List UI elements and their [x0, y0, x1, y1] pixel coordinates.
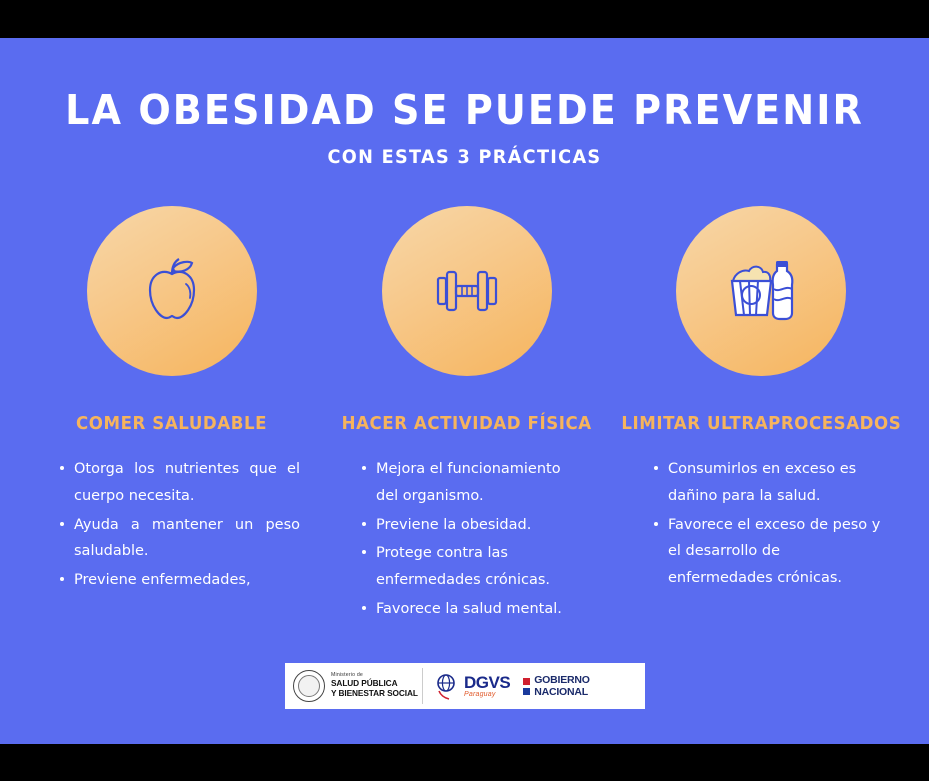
footer-logo-bar — [285, 663, 645, 709]
list-item: Previene la obesidad. — [362, 512, 587, 539]
practice-column-comer-saludable — [32, 206, 312, 625]
gobierno-line-1: GOBIERNO — [534, 673, 590, 686]
practice-benefits-list — [44, 456, 300, 596]
list-item: Protege contra las enfermedades crónicas. — [362, 540, 587, 594]
page-title: LA OBESIDAD SE PUEDE PREVENIR — [65, 86, 864, 134]
dgvs-logo-text — [464, 674, 510, 698]
list-item: Mejora el funcionamiento del organismo. — [362, 456, 587, 510]
dumbbell-icon-circle — [382, 206, 552, 376]
list-item: Favorece el exceso de peso y el desarrollo de enfermedades crónicas. — [654, 512, 884, 592]
dumbbell-icon — [422, 246, 512, 336]
ministry-line-3: Y BIENESTAR SOCIAL — [331, 687, 418, 698]
list-item: Otorga los nutrientes que el cuerpo necesita. — [60, 456, 300, 510]
dgvs-country: Paraguay — [464, 691, 496, 698]
gobierno-text — [534, 674, 590, 698]
practice-heading: LIMITAR ULTRAPROCESADOS — [621, 414, 901, 434]
practice-column-ultraprocesados — [621, 206, 901, 625]
ministry-line-2: SALUD PÚBLICA — [331, 678, 398, 689]
square-blue — [523, 688, 530, 695]
coat-of-arms-inner — [298, 675, 320, 697]
infographic-poster — [0, 38, 929, 744]
practice-benefits-list — [346, 456, 587, 625]
apple-icon — [129, 248, 215, 334]
dgvs-globe-icon — [433, 671, 459, 701]
practice-heading: HACER ACTIVIDAD FÍSICA — [341, 414, 592, 434]
list-item: Favorece la salud mental. — [362, 596, 587, 623]
list-item: Previene enfermedades, — [60, 567, 300, 594]
list-item: Ayuda a mantener un peso saludable. — [60, 512, 300, 566]
coat-of-arms-icon — [293, 670, 325, 702]
apple-icon-circle — [87, 206, 257, 376]
ministry-logo-text — [331, 673, 418, 698]
ministry-logo — [285, 668, 423, 704]
gobierno-line-2: NACIONAL — [534, 686, 588, 698]
page-subtitle: CON ESTAS 3 PRÁCTICAS — [327, 146, 602, 168]
snacks-and-soda-icon — [713, 243, 809, 339]
list-item: Consumirlos en exceso es dañino para la salud. — [654, 456, 884, 510]
dgvs-acronym: DGVS — [464, 673, 511, 692]
dgvs-logo — [423, 668, 590, 704]
practice-column-actividad-fisica — [327, 206, 607, 625]
gobierno-squares-icon — [523, 678, 530, 695]
practice-benefits-list — [638, 456, 884, 594]
snacks-and-soda-icon-circle — [676, 206, 846, 376]
gobierno-nacional-logo — [523, 674, 590, 698]
practice-heading: COMER SALUDABLE — [76, 414, 268, 434]
practices-columns — [28, 206, 901, 625]
square-red — [523, 678, 530, 685]
dgvs-globe-svg — [433, 671, 459, 701]
ministry-line-1: Ministerio de — [331, 672, 364, 679]
